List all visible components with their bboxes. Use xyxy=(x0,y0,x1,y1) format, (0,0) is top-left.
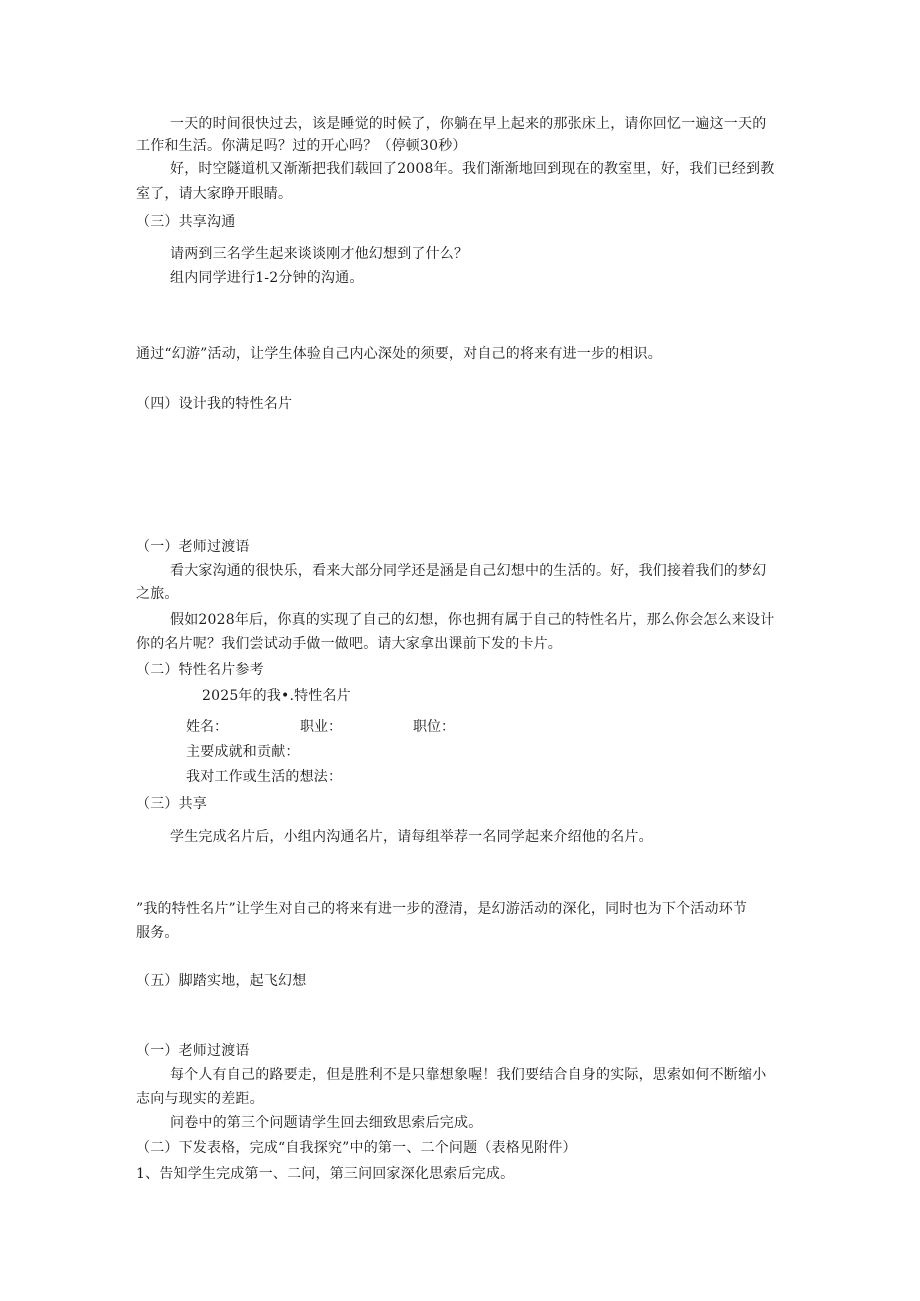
section-heading: （三）共享 xyxy=(136,796,207,812)
paragraph-line: 工作和生活。你满足吗？过的开心吗？（停顿30秒） xyxy=(136,138,467,154)
paragraph-line: 请两到三名学生起来谈谈刚才他幻想到了什么？ xyxy=(170,246,469,262)
paragraph-line: 看大家沟通的很快乐，看来大部分同学还是涵是自己幻想中的生活的。好，我们接着我们的梦幻 xyxy=(170,563,767,579)
section-heading: （二）下发表格，完成“自我探究”中的第一、二个问题（表格见附件） xyxy=(136,1140,577,1156)
paragraph-line: 室了，请大家睁开眼睛。 xyxy=(136,186,293,202)
job-label: 职业： xyxy=(300,719,342,735)
paragraph-line: 你的名片呢？我们尝试动手做一做吧。请大家拿出课前下发的卡片。 xyxy=(136,636,562,652)
paragraph-line: 学生完成名片后，小组内沟通名片，请每组举荐一名同学起来介绍他的名片。 xyxy=(170,829,653,845)
card-title: 2025年的我•.特性名片 xyxy=(202,688,351,704)
paragraph-line: 问卷中的第三个问题请学生回去细致思索后完成。 xyxy=(170,1115,483,1131)
paragraph-line: 组内同学进行1-2分钟的沟通。 xyxy=(170,270,364,286)
paragraph-line: 每个人有自己的路要走，但是胜利不是只靠想象喔！我们要结合自身的实际，思索如何不断缩小 xyxy=(170,1067,767,1083)
section-heading: （五）脚踏实地，起飞幻想 xyxy=(136,973,307,989)
section-heading: （三）共享沟通 xyxy=(136,214,236,230)
paragraph-line: 好，时空隧道机又渐渐把我们载回了2008年。我们渐渐地回到现在的教室里，好，我们已经到教 xyxy=(170,161,775,177)
section-heading: （四）设计我的特性名片 xyxy=(136,396,293,412)
position-label: 职位： xyxy=(413,719,455,735)
section-heading: （二）特性名片参考 xyxy=(136,662,264,678)
name-label: 姓名： xyxy=(186,719,228,735)
summary-text: ”我的特性名片”让学生对自己的将来有进一步的澄清，是幻游活动的深化，同时也为下个活动环节 xyxy=(136,901,748,917)
summary-text: 通过“幻游”活动，让学生体验自己内心深处的须要，对自己的将来有进一步的相识。 xyxy=(136,346,662,362)
paragraph-line: 假如2028年后，你真的实现了自己的幻想，你也拥有属于自己的特性名片，那么你会怎么来设计 xyxy=(170,612,775,628)
section-heading: （一）老师过渡语 xyxy=(136,539,250,555)
achievements-label: 主要成就和贡献： xyxy=(186,744,300,760)
paragraph-line: 一天的时间很快过去，该是睡觉的时候了，你躺在早上起来的那张床上，请你回忆一遍这一天的 xyxy=(170,116,767,132)
list-item: 1、告知学生完成第一、二问，第三问回家深化思索后完成。 xyxy=(136,1166,515,1182)
paragraph-line: 志向与现实的差距。 xyxy=(136,1091,264,1107)
section-heading: （一）老师过渡语 xyxy=(136,1043,250,1059)
paragraph-line: 之旅。 xyxy=(136,586,179,602)
thoughts-label: 我对工作或生活的想法： xyxy=(186,769,343,785)
summary-text: 服务。 xyxy=(136,925,179,941)
